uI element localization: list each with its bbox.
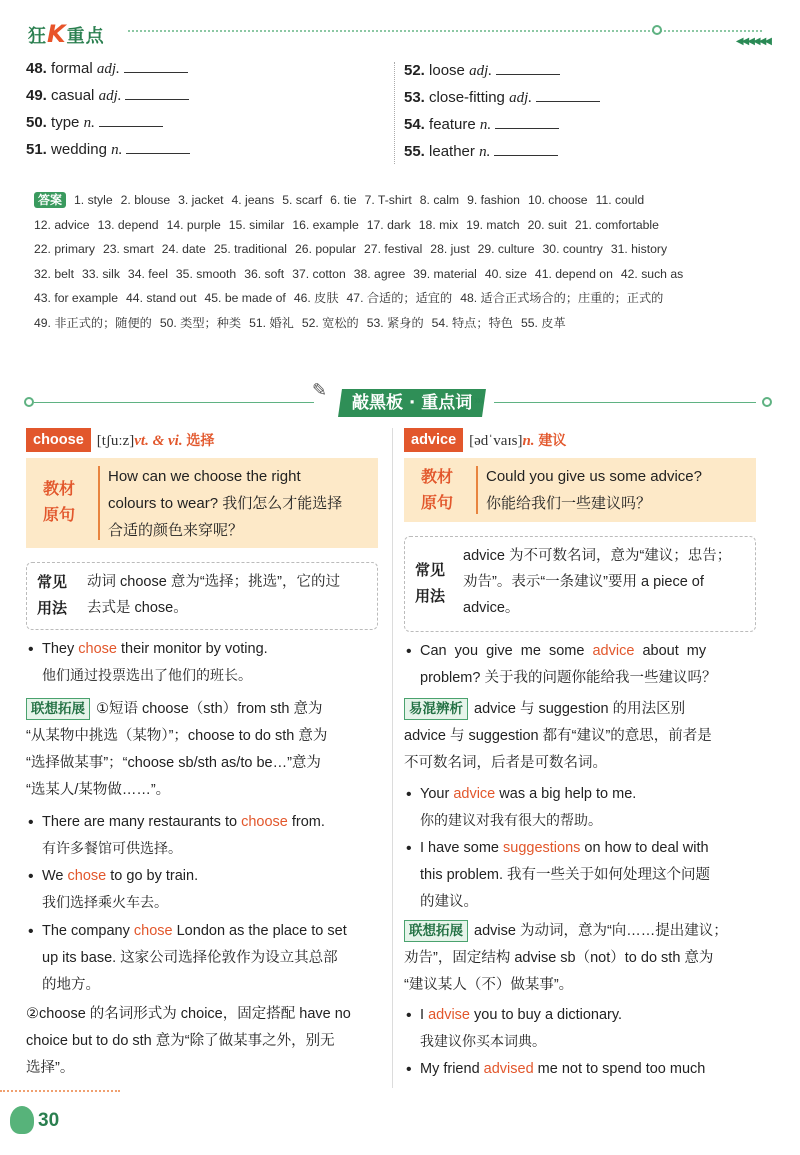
- answer-blank[interactable]: [536, 90, 600, 102]
- logo-tail: 重点: [66, 26, 105, 47]
- answer-line: 12. advice 13. depend 14. purple 15. similar 16. example 17. dark 18. mix 19. match 20. suit 21. comfortable: [34, 217, 659, 232]
- example-sentence: • We chose to go by train. 我们选择乘火车去。: [26, 863, 378, 917]
- source-text: Could you give us some advice? 你能给我们一些建议吗？: [486, 468, 702, 512]
- example-sentence: • They chose their monitor by voting. 他们通过投票选出了他们的班长。: [26, 636, 378, 690]
- chevron-right-icon: ›››: [474, 393, 483, 407]
- answer-line: 22. primary 23. smart 24. date 25. traditional 26. popular 27. festival 28. just 29. culture 30. country 31. history: [34, 242, 668, 257]
- word-tag: advice: [404, 428, 463, 452]
- vocab-item-50: 50. type n.: [26, 114, 163, 132]
- logo-k: K: [47, 20, 67, 48]
- vocab-item-51: 51. wedding n.: [26, 141, 190, 159]
- answer-line: 答案 1. style 2. blouse 3. jacket 4. jeans 5. scarf 6. tie 7. T-shirt 8. calm 9. fashion 10. choose 11. could: [34, 188, 754, 213]
- usage-label: 常见 用法: [415, 561, 446, 605]
- page-header: [0, 0, 800, 56]
- page-number: 30: [38, 1110, 60, 1131]
- banner-cap-right: [762, 397, 772, 407]
- example-sentence: • I advise you to buy a dictionary. 我建议你买本词典。: [404, 1002, 760, 1056]
- answer-blank[interactable]: [494, 144, 558, 156]
- answer-blank[interactable]: [496, 63, 560, 75]
- example-sentence: • Can you give me some advice about my problem? 关于我的问题你能给我一些建议吗？: [404, 638, 760, 692]
- usage-text: 动词 choose 意为“选择；挑选”，它的过 去式是 chose。: [87, 574, 340, 616]
- usage-box: [404, 536, 756, 632]
- banner-line-left: [34, 402, 314, 403]
- footer-dots: [0, 1090, 120, 1092]
- source-label: 教材 原句: [420, 467, 453, 512]
- note-paragraph: ②choose 的名词形式为 choice，固定搭配 have no choice but to do sth 意为“除了做某事之外，别无 选择”。: [26, 1006, 351, 1076]
- brand-logo: [28, 20, 105, 48]
- example-sentence: • I have some suggestions on how to deal with this problem. 我有一些关于如何处理这个问题 的建议。: [404, 835, 760, 916]
- example-sentence: • The company chose London as the place to set up its base. 这家公司选择伦敦作为设立其总部 的地方。: [26, 918, 378, 999]
- answer-blank[interactable]: [125, 88, 189, 100]
- header-arrows-icon: ◀◀◀◀◀◀: [735, 36, 770, 47]
- section-title: 敲黑板 · 重点词: [338, 389, 486, 417]
- word-header-advice: [404, 428, 566, 454]
- answer-badge: 答案: [34, 192, 66, 208]
- usage-box: [26, 562, 378, 630]
- textbook-source-box: [404, 458, 756, 522]
- banner-line-right: [494, 402, 756, 403]
- logo-text: 狂: [28, 26, 47, 47]
- banner-cap-left: [24, 397, 34, 407]
- answer-key: [34, 188, 754, 336]
- vocab-item-52: 52. loose adj.: [404, 62, 560, 80]
- vocab-item-49: 49. casual adj.: [26, 87, 189, 105]
- confusion-paragraph: 易混辨析 advice 与 suggestion 的用法区别 advice 与 suggestion 都有“建议”的意思，前者是 不可数名词，后者是可数名词。: [404, 696, 760, 777]
- vocab-item-53: 53. close-fitting adj.: [404, 89, 600, 107]
- source-bar: [98, 466, 100, 540]
- example-sentence: • My friend advised me not to spend too much: [404, 1056, 760, 1083]
- vocab-item-55: 55. leather n.: [404, 143, 558, 161]
- header-divider: [128, 30, 762, 32]
- extension-tag: 联想拓展: [26, 698, 90, 720]
- page-footer: [0, 1090, 800, 1155]
- answer-blank[interactable]: [495, 117, 559, 129]
- mascot-icon: ✎: [312, 380, 328, 400]
- example-sentence: • Your advice was a big help to me. 你的建议对我有很大的帮助。: [404, 781, 760, 835]
- answer-blank[interactable]: [124, 61, 188, 73]
- vocab-divider: [394, 62, 395, 164]
- confusion-tag: 易混辨析: [404, 698, 468, 720]
- phonetic: [tʃuːz]vt. & vi. 选择: [96, 433, 215, 449]
- source-text: How can we choose the right colours to wear? 我们怎么才能选择 合适的颜色来穿呢？: [108, 468, 343, 539]
- lightbulb-icon: [10, 1106, 34, 1134]
- extension-tag: 联想拓展: [404, 920, 468, 942]
- usage-label: 常见 用法: [37, 573, 68, 617]
- answer-blank[interactable]: [99, 115, 163, 127]
- word-header-choose: [26, 428, 214, 454]
- answer-line: 49. 非正式的；随便的 50. 类型；种类 51. 婚礼 52. 宽松的 53. 紧身的 54. 特点；特色 55. 皮革: [34, 315, 566, 330]
- word-tag: choose: [26, 428, 91, 452]
- vocab-item-54: 54. feature n.: [404, 116, 559, 134]
- answer-line: 32. belt 33. silk 34. feel 35. smooth 36. soft 37. cotton 38. agree 39. material 40. size 41. depend on 42. such as: [34, 266, 684, 281]
- source-label: 教材 原句: [42, 479, 75, 524]
- usage-text: advice 为不可数名词，意为“建议；忠告； 劝告”。表示“一条建议”要用 a piece of advice。: [463, 548, 732, 616]
- textbook-source-box: [26, 458, 378, 548]
- section-banner: [24, 380, 776, 418]
- phonetic: [ədˈvaɪs]n. 建议: [469, 433, 567, 449]
- header-dot: [652, 25, 662, 35]
- answer-line: 43. for example 44. stand out 45. be made of 46. 皮肤 47. 合适的；适宜的 48. 适合正式场合的；庄重的；正式的: [34, 291, 664, 306]
- extension-paragraph: 联想拓展 advise 为动词，意为“向……提出建议； 劝告”，固定结构 advise sb（not）to do sth 意为 “建议某人（不）做某事”。: [404, 918, 760, 999]
- extension-paragraph: 联想拓展 ①短语 choose（sth）from sth 意为 “从某物中挑选（某物）”；choose to do sth 意为 “选择做某事”；“choose sb/sth as/to be…”意为 “选某人/某物做……”。: [26, 696, 378, 804]
- vocab-item-48: 48. formal adj.: [26, 60, 188, 78]
- example-sentence: • There are many restaurants to choose from. 有许多餐馆可供选择。: [26, 809, 378, 863]
- column-divider: [392, 428, 393, 1088]
- answer-blank[interactable]: [126, 142, 190, 154]
- source-bar: [476, 466, 478, 514]
